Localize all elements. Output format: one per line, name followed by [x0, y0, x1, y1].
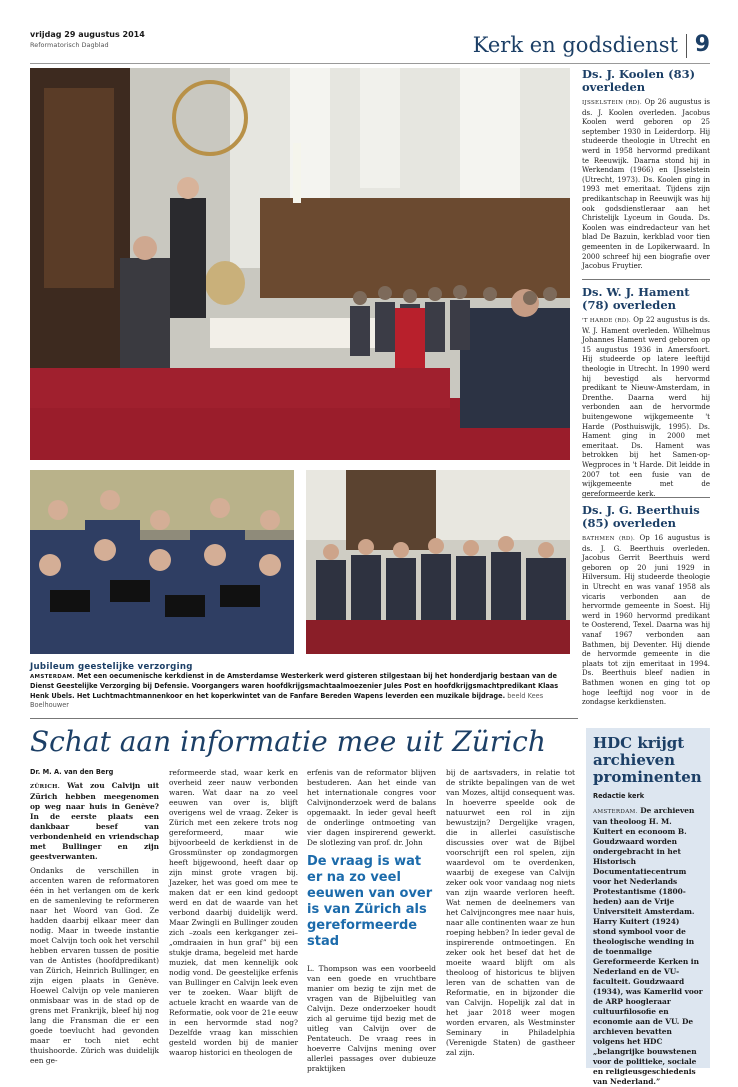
obituary-title: Ds. J. Koolen (83) overleden [582, 67, 696, 94]
article-text: erfenis van de reformator blijven bestuderen. Aan het einde van het internationale congres voor Calvijnonderzoek werd de balans opgemaakt. In ieder geval heeft de onderlinge ontmoeting van vier dagen inspirerend gewerkt. De slotlezing van prof. dr. John [307, 768, 436, 847]
section-divider [30, 718, 578, 719]
obituary-text: Op 26 augustus is ds. J. Koolen overleden. Jacobus Koolen werd geboren op 25 september 1930 in Leiderdorp. Hij studeerde theologie in Utrecht en werd in 1958 hervormd predikant te Reeuwijk. Daarna stond hij in Werkendam (1966) en IJsselstein (Utrecht, 1973). Ds. Koolen ging in 1993 met emeritaat. Tijdens zijn predikantschap in Reeuwijk was hij ook godsdienstleraar aan het Christelijk Lyceum in Gouda. Ds. Koolen was eindredacteur van het blad De Bazuin, kerkblad voor tien gemeenten in de Lopikerwaard. In 2000 schreef hij een biografie over Jacobus Fruytier. [582, 98, 711, 271]
article-text: Ondanks de verschillen in accenten waren de reformatoren één in het verlangen om de kerk en de samenleving te reformeren naar het Woord van God. Ze hadden daarbij elkaar meer dan nodig. Maar in tweede instantie moet Calvijn toch ook het verschil hebben ervaren tussen de positie van de Antistes (hoofdpredikant) van Zürich, Heinrich Bullinger, en zijn eigen plaats in Genève. Hoewel Calvijn op vele manieren onmisbaar was in de stad op de grens met Frankrijk, bleef hij nog lang die Fransman die er een goede toevlucht had gevonden maar er toch niet echt thuishoorde. Zürich was duidelijk een ge- [30, 866, 159, 1065]
caption-place: AMSTERDAM. [30, 674, 75, 680]
article-column-1 [30, 768, 159, 1066]
paper-name: Reformatorisch Dagblad [30, 41, 109, 49]
sidebar-place: AMSTERDAM. [593, 809, 638, 815]
article-text: bij de aartsvaders, in relatie tot de strikte bepalingen van de wet van Mozes, altijd consequent was. In hoeverre speelde ook de natuurwet een rol in zijn bewustzijn? Dergelijke vragen, die in allerlei casuïstische discussies over wat de Bijbel voorschrijft een rol spelen, zijn waardevol om te overdenken, waarbij de exegese van Calvijn zeker ook voor vandaag nog niets van zijn waarde verloren heeft. Wat nemen de deelnemers van het Calvijncongres mee naar huis, naar alle continenten waar ze hun roeping hebben? In ieder geval de inspirerende ontmoetingen. En zeker ook het besef dat het de moeite waard blijft om als theoloog of historicus te blijven leren van de schatten van de Reformatie, en in bijzonder die van Calvijn. Hopelijk zal dat in het jaar 2018 weer mogen worden ervaren, als Westminster Seminary in Philadelphia (Verenigde Staten) de gastheer zal zijn. [446, 768, 575, 1057]
issue-date: vrijdag 29 augustus 2014 [30, 30, 145, 39]
page-number: 9 [694, 32, 710, 57]
obituary-title: Ds. J. G. Beerthuis (85) overleden [582, 503, 700, 530]
photo-credit: beeld Kees Boelhouwer [30, 691, 544, 710]
sidebar-title: HDC krijgt archieven prominenten [593, 734, 702, 786]
article-place: ZÜRICH. [30, 784, 61, 790]
obituary-place: BATHMEN (RD). [582, 536, 636, 542]
article-text: L. Thompson was een voorbeeld van een goede en vruchtbare manier om bezig te zijn met de vragen van de Bijbeluitleg van Calvijn. Deze onderzoeker houdt zich al geruime tijd bezig met de uitleg van Calvijn over de Pentateuch. De vraag rees in hoeverre Calvijns mening over allerlei passages over dubieuze praktijken [307, 964, 436, 1073]
article-lead: Wat zou Calvijn uit Zürich hebben meegenomen op weg naar huis in Genève? In de eerste plaats een dankbaar besef van verbondenheid en vriendschap met Bullinger en zijn geestverwanten. [30, 781, 159, 861]
article-byline: Dr. M. A. van den Berg [30, 768, 114, 776]
obituary-title: Ds. W. J. Hament (78) overleden [582, 285, 690, 312]
page-header [30, 30, 710, 64]
pull-quote: De vraag is wat er na zo veel eeuwen van over is van Zürich als gereformeerde stad [307, 854, 433, 949]
article-column-3 [307, 768, 436, 1074]
article-column-2 [169, 768, 298, 1058]
header-divider [686, 34, 687, 58]
article-column-4 [446, 768, 575, 1058]
obituary-koolen [582, 68, 710, 272]
sidebar-article [586, 728, 710, 1086]
sidebar-byline: Redactie kerk [593, 792, 645, 800]
sidebar-text: De archieven van theoloog H. M. Kuitert en econoom B. Goudzwaard worden ondergebracht in het Historisch Documentatiecentrum voor het Nederlands Protestantisme (1800-heden) aan de Vrije Universiteit Amsterdam. Harry Kuitert (1924) stond symbool voor de theologische wending in de toenmalige Gereformeerde Kerken in Nederland en de VU-faculteit. Goudzwaard (1934), was Kamerlid voor de ARP hoogleraar cultuurfilosofie en economie aan de VU. De archieven bevatten volgens het HDC „belangrijke bouwstenen voor de politieke, sociale en religieusgeschiedenis van Nederland.” [593, 806, 703, 1086]
photo-caption [30, 662, 570, 711]
obituary-text: Op 22 augustus is ds. W. J. Hament overleden. Wilhelmus Johannes Hament werd geboren op 15 augustus 1936 in Amersfoort. Hij studeerde op latere leeftijd theologie in Utrecht. In 1990 werd hij bevestigd als hervormd predikant te Nieuw-Amsterdam, in Drenthe. Daarna werd hij verbonden aan de hervormde buitengewone wijkgemeente 't Harde (Posthuiswijk, 1995). Ds. Hament ging in 2000 met emeritaat. Ds. Hament was betrokken bij het Samen-op-Wegproces in 't Harde. Dit leidde in 2007 tot een fusie van de wijkgemeente met de gereformeerde kerk. [582, 316, 710, 498]
article-title: Schat aan informatie mee uit Zürich [30, 725, 546, 758]
caption-text: Met een oecumenische kerkdienst in de Amsterdamse Westerkerk werd gisteren stilgestaan bij het honderdjarig bestaan van de Dienst Geestelijke Verzorging bij Defensie. Voorgangers waren hoofdkrijgsmachtaalmoezenier Jules Post en hoofdkrijgsmachtpredikant Klaas Henk Ubels. Het Luchtmachtmannenkoor en het koperkwintet van de Fanfare Bereden Wapens leverden een muzikale bijdrage. [30, 672, 559, 700]
caption-title: Jubileum geestelijke verzorging [30, 662, 193, 672]
choir-photo [30, 470, 294, 654]
church-service-photo [30, 68, 570, 460]
section-title: Kerk en godsdienst [472, 33, 678, 57]
obituary-hament [582, 279, 710, 499]
article-text: reformeerde stad, waar kerk en overheid zeer nauw verbonden waren. Wat daar na zo veel eeuwen van over is, blijft overigens wel de vraag. Zeker is Zürich met een zekere trots nog gereformeerd, maar wie bijvoorbeeld de kerkdienst in de Grossmünster op zondagmorgen heeft bijgewoond, heeft daar op zijn minst grote vragen bij. Jazeker, het was goed om mee te maken dat er een kind gedoopt werd en dat de waarde van het verbond daarbij duidelijk werd. Maar Zwingli en Bullinger zouden zich –zoals een kerkganger zei– „omdraaien in hun graf” bij een stukje drama, begeleid met harde muziek, dat men kennelijk ook nodig vond. De geestelijke erfenis van Bullinger en Calvijn leek even ver te zoeken. Waar blijft de actuele kracht en waarde van de Reformatie, ook voor de 21e eeuw in een hervormde stad nog? Dezelfde vraag kan misschien gesteld worden bij de manier waarop historici en theologen de [169, 768, 298, 1057]
obituary-text: Op 16 augustus is ds. J. G. Beerthuis overleden. Jacobus Gerrit Beerthuis werd geboren op 20 juni 1929 in Hilversum. Hij studeerde theologie in Utrecht en was vanaf 1958 als vicaris verbonden aan de hervormde gemeente in Soest. Hij werd in 1960 hervormd predikant te Oosterend, Texel. Daarna was hij vanaf 1967 verbonden aan Bathmen, bij Deventer. Hij diende de hervormde gemeente in die plaats tot zijn emeritaat in 1994. Ds. Beerthuis bleef nadien in Bathmen wonen en ging tot op hoge leeftijd nog voor in de zondagse kerkdiensten. [582, 534, 710, 707]
obituary-place: 'T HARDE (RD). [582, 318, 631, 324]
congregation-photo [306, 470, 570, 654]
obituary-beerthuis [582, 497, 710, 708]
obituary-place: IJSSELSTEIN (RD). [582, 100, 642, 106]
